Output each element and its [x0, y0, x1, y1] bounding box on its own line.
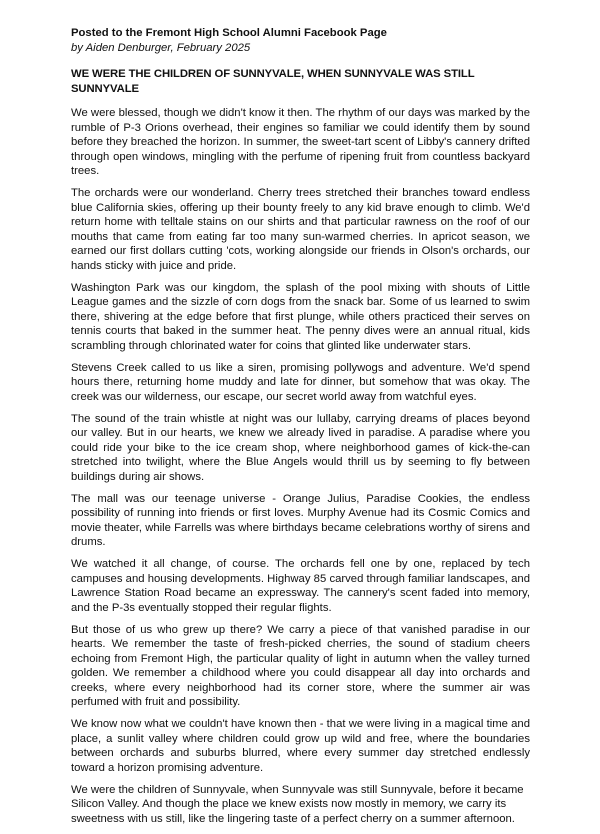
article-title: WE WERE THE CHILDREN OF SUNNYVALE, WHEN SUNNYVALE WAS STILL SUNNYVALE	[71, 68, 475, 95]
paragraph: We were the children of Sunnyvale, when Sunnyvale was still Sunnyvale, before it became Silicon Valley. And though the place we knew exists now mostly in memory, we carry its sweetness with us still, like the lingering taste of a perfect cherry on a summer afternoon.	[71, 783, 524, 825]
paragraph: But those of us who grew up there? We carry a piece of that vanished paradise in our hearts. We remember the taste of fresh-picked cherries, the sound of stadium cheers echoing from Fremont High, the particular quality of light in autumn when the valley turned golden. We remember a childhood where you could disappear all day into orchards and creeks, where every neighborhood had its corner store, where the summer air was perfumed with fruit and possibility.	[71, 623, 530, 708]
paragraph: We watched it all change, of course. The orchards fell one by one, replaced by tech campuses and housing developments. Highway 85 carved through familiar landscapes, and Lawrence Station Road became an expressway. The cannery's scent faded into memory, and the P-3s eventually stopped their regular flights.	[71, 558, 530, 614]
paragraph: The sound of the train whistle at night was our lullaby, carrying dreams of places beyond our valley. But in our hearts, we knew we already lived in paradise. A paradise where you could ride your bike to the ice cream shop, where neighborhood games of kick-the-can stretched into twilight, where the Blue Angels would thrill us by seeming to fly between buildings during air shows.	[71, 412, 530, 483]
paragraph: Stevens Creek called to us like a siren, promising pollywogs and adventure. We'd spend hours there, returning home muddy and late for dinner, but somehow that was okay. The creek was our wilderness, our escape, our secret world away from watchful eyes.	[71, 361, 530, 403]
document-page	[71, 26, 530, 834]
posted-source: Posted to the Fremont High School Alumni Facebook Page	[71, 27, 387, 39]
byline: by Aiden Denburger, February 2025	[71, 41, 251, 54]
paragraph: The orchards were our wonderland. Cherry trees stretched their branches toward endless blue California skies, offering up their bounty freely to any kid brave enough to climb. We'd return home with telltale stains on our shirts and that particular rawness on the roof of our mouths that came from eating far too many sun-warmed cherries. In apricot season, we earned our first dollars cutting 'cots, working alongside our friends in Olson's orchards, our hands sticky with juice and pride.	[71, 187, 530, 272]
paragraph: We were blessed, though we didn't know it then. The rhythm of our days was marked by the rumble of P-3 Orions overhead, their engines so familiar we could identify them by sound before they breached the horizon. In summer, the sweet-tart scent of Libby's cannery drifted through open windows, mingling with the perfume of ripening fruit from countless backyard trees.	[71, 107, 530, 177]
paragraph: Washington Park was our kingdom, the splash of the pool mixing with shouts of Little League games and the sizzle of corn dogs from the snack bar. Some of us learned to swim there, shivering at the edge before that first plunge, while others practiced their serves on tennis courts that baked in the summer heat. The penny dives were an annual ritual, kids scrambling through chlorinated water for coins that glinted like underwater stars.	[71, 281, 530, 352]
paragraph: We know now what we couldn't have known then - that we were living in a magical time and place, a sunlit valley where children could grow up wild and free, where the boundaries between orchards and suburbs blurred, where every summer day stretched endlessly toward a horizon promising adventure.	[71, 718, 530, 774]
paragraph: The mall was our teenage universe - Orange Julius, Paradise Cookies, the endless possibility of running into friends or first loves. Murphy Avenue had its Cosmic Comics and movie theater, while Farrells was where birthdays became celebrations worthy of sirens and drums.	[71, 492, 530, 548]
